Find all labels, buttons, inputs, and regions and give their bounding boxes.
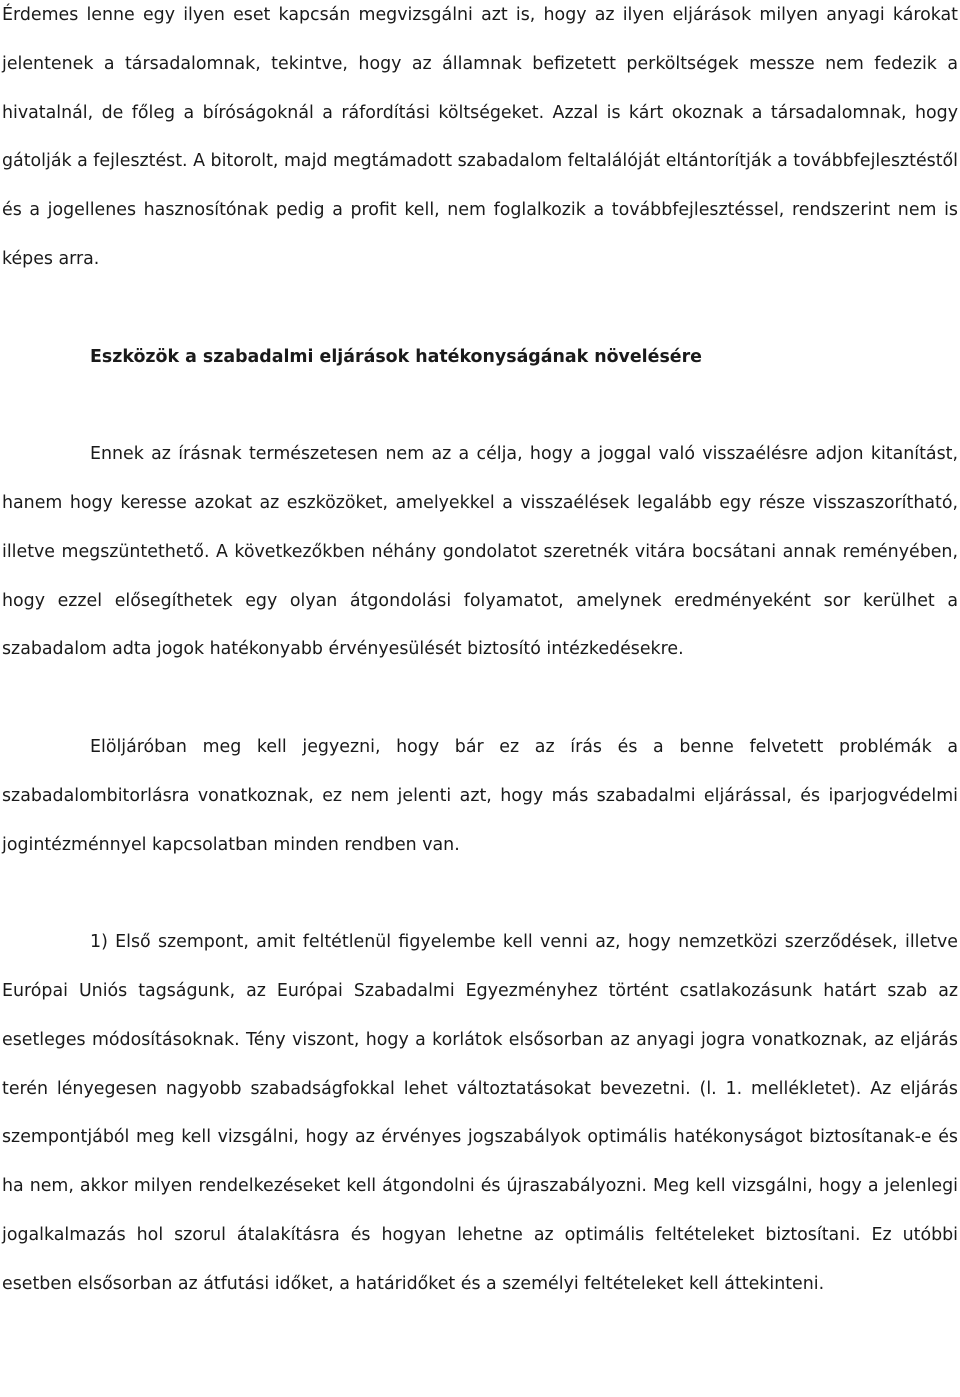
spacer: [2, 674, 958, 723]
paragraph-2: Ennek az írásnak természetesen nem az a célja, hogy a joggal való visszaélésre adjon kitanítást, hanem hogy keresse azokat az eszközöket, amelyekkel a visszaélések legalább egy része visszaszorítható, illetve megszüntethető. A következőkben néhány gondolatot szeretnék vitára bocsátani annak reményében, hogy ezzel elősegíthetek egy olyan átgondolási folyamatot, amelynek eredményeként sor kerülhet a szabadalom adta jogok hatékonyabb érvényesülését biztosító intézkedésekre.: [2, 444, 958, 660]
spacer: [2, 284, 958, 333]
spacer: [2, 381, 958, 430]
spacer: [2, 869, 958, 918]
section-heading: Eszközök a szabadalmi eljárások hatékonyságának növelésére: [90, 346, 702, 367]
paragraph-4: 1) Első szempont, amit feltétlenül figyelembe kell venni az, hogy nemzetközi szerződések, illetve Európai Uniós tagságunk, az Európai Szabadalmi Egyezményhez történt csatlakozásunk határt szab az esetleges módosításoknak. Tény viszont, hogy a korlátok elsősorban az anyagi jogra vonatkoznak, az eljárás terén lényegesen nagyobb szabadságfokkal lehet változtatásokat bevezetni. (l. 1. mellékletet). Az eljárás szempontjából meg kell vizsgálni, hogy az érvényes jogszabályok optimális hatékonyságot biztosítanak-e és ha nem, akkor milyen rendelkezéseket kell átgondolni és újraszabályozni. Meg kell vizsgálni, hogy a jelenlegi jogalkalmazás hol szorul átalakításra és hogyan lehetne az optimális feltételeket biztosítani. Ez utóbbi esetben elsősorban az átfutási időket, a határidőket és a személyi feltételeket kell áttekinteni.: [2, 932, 958, 1294]
paragraph-3: Elöljáróban meg kell jegyezni, hogy bár ez az írás és a benne felvetett problémák a szabadalombitorlásra vonatkoznak, ez nem jelenti azt, hogy más szabadalmi eljárással, és iparjogvédelmi jogintézménnyel kapcsolatban minden rendben van.: [2, 736, 958, 855]
paragraph-1: Érdemes lenne egy ilyen eset kapcsán megvizsgálni azt is, hogy az ilyen eljárások milyen anyagi károkat jelentenek a társadalomnak, tekintve, hogy az államnak befizetett perköltségek messze nem fedezik a hivatalnál, de főleg a bíróságoknál a ráfordítási költségeket. Azzal is kárt okoznak a társadalomnak, hogy gátolják a fejlesztést. A bitorolt, majd megtámadott szabadalom feltalálóját eltántorítják a továbbfejlesztéstől és a jogellenes hasznosítónak pedig a profit kell, nem foglalkozik a továbbfejlesztéssel, rendszerint nem is képes arra.: [2, 5, 958, 269]
